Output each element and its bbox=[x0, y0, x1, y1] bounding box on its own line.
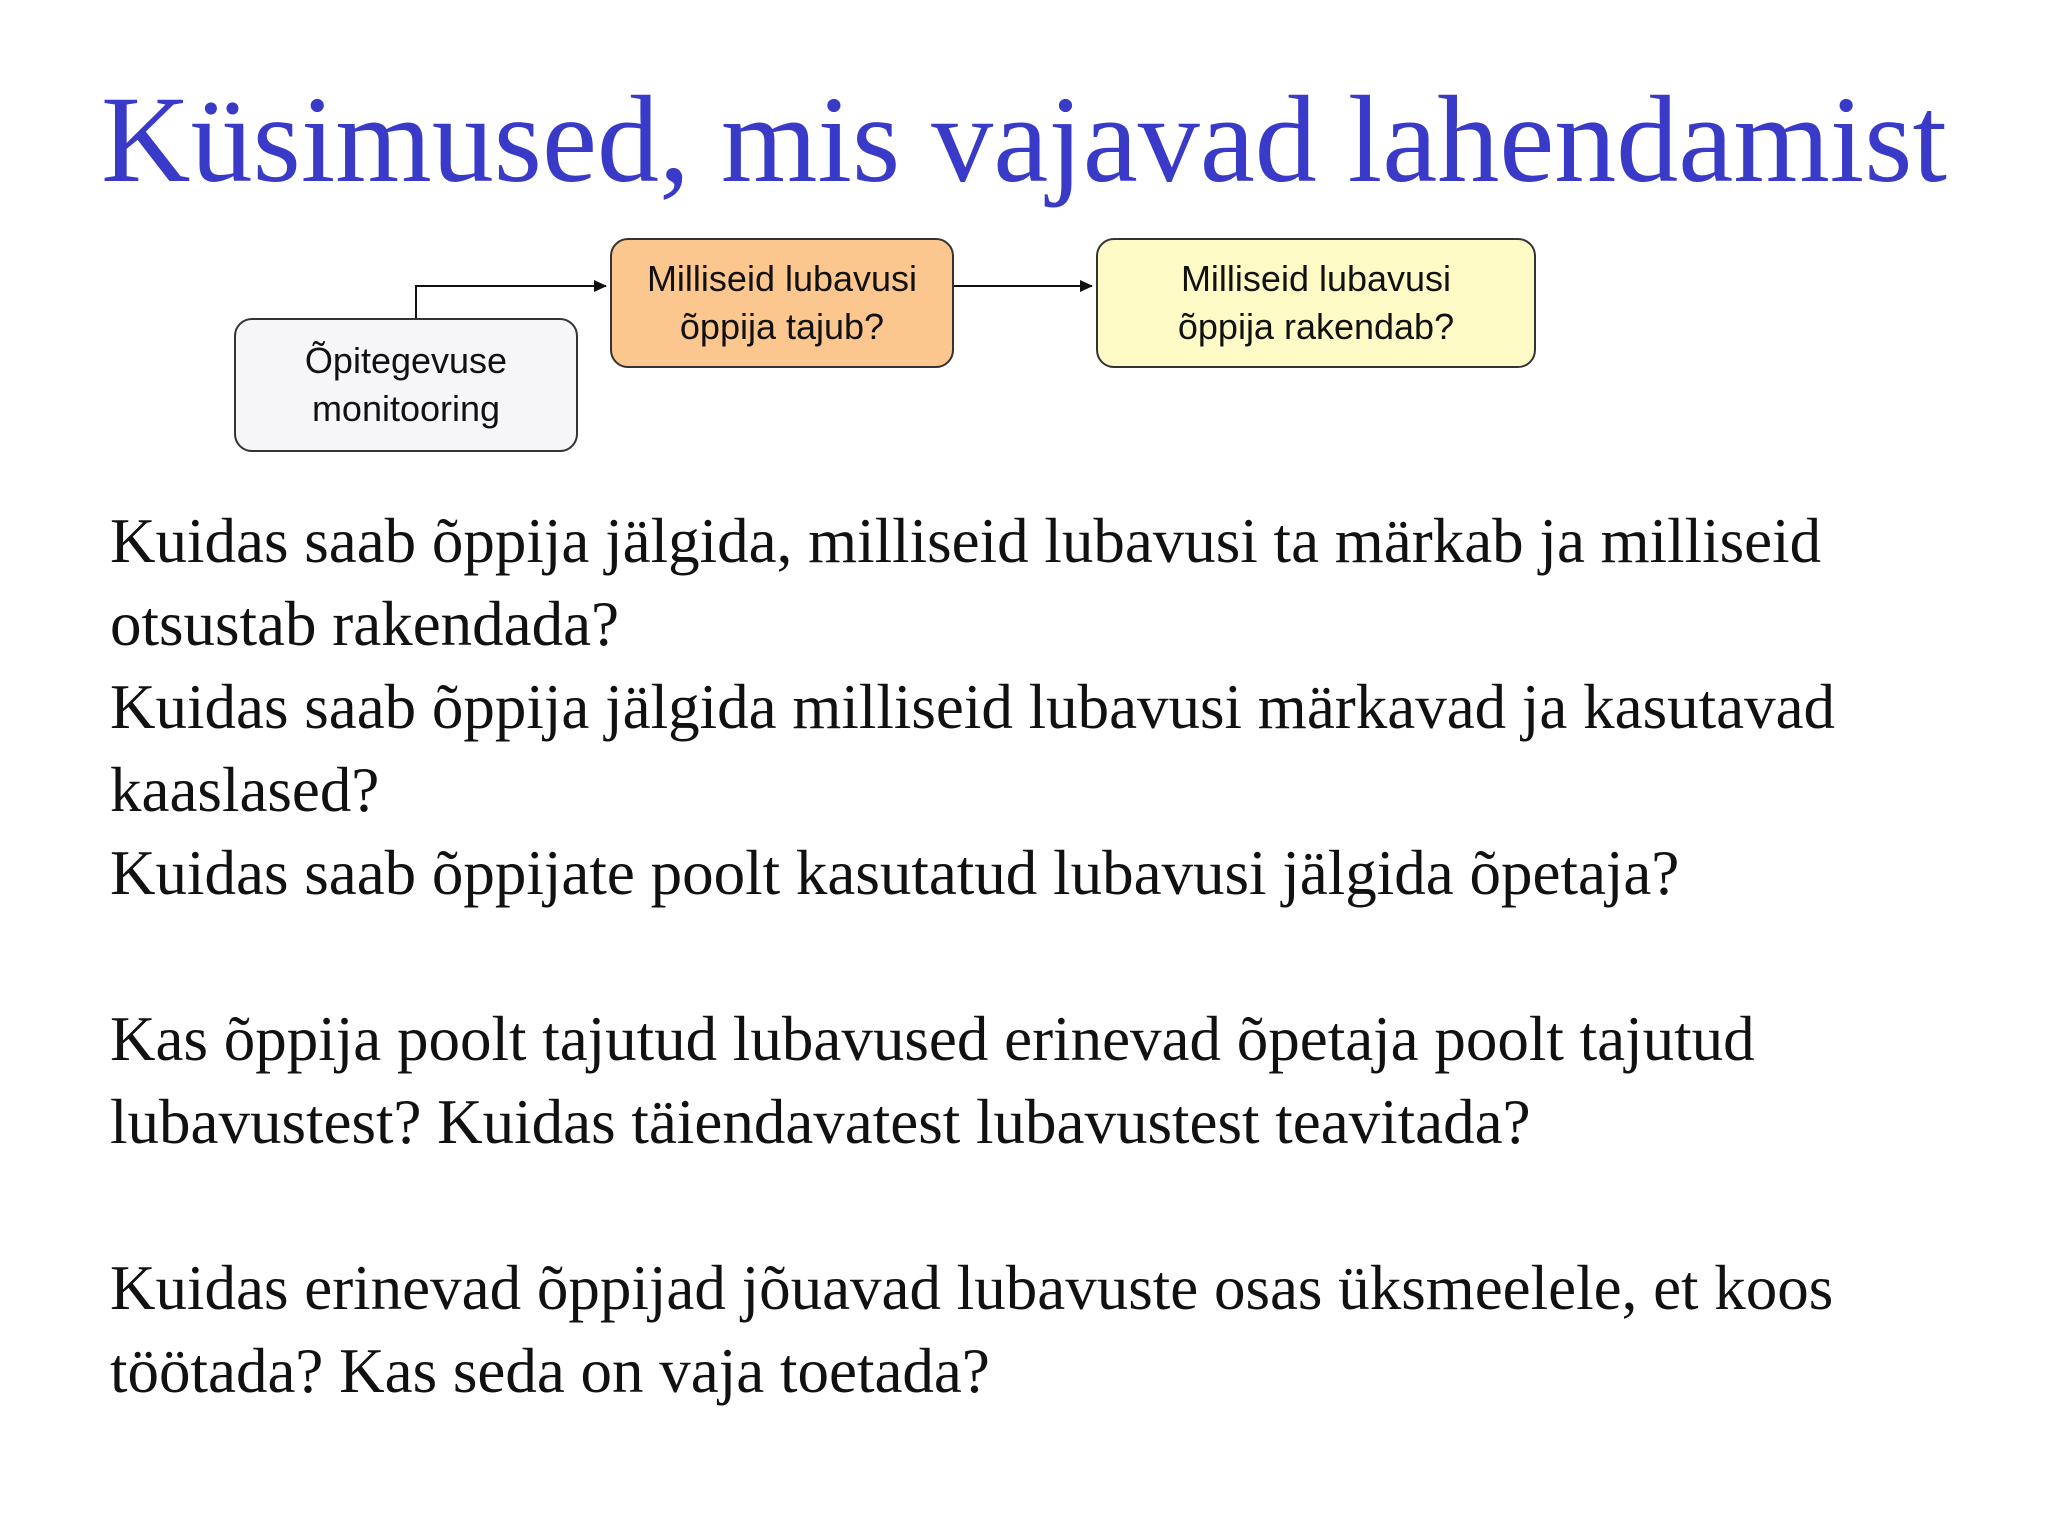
perceived-affordances-box bbox=[610, 238, 954, 368]
question-1: Kuidas saab õppija jälgida, milliseid lubavusi ta märkab ja milliseid otsustab rakendada? bbox=[110, 506, 1822, 659]
applied-affordances-label: Milliseid lubavusi õppija rakendab? bbox=[1177, 258, 1455, 347]
question-2: Kuidas saab õppija jälgida milliseid lubavusi märkavad ja kasutavad kaaslased? bbox=[110, 672, 1836, 825]
question-3: Kuidas saab õppijate poolt kasutatud lubavusi jälgida õpetaja? bbox=[110, 838, 1680, 908]
questions-body bbox=[110, 500, 1990, 1413]
perceived-affordances-label: Milliseid lubavusi õppija tajub? bbox=[646, 258, 918, 347]
question-5: Kuidas erinevad õppijad jõuavad lubavuste osas üksmeelele, et koos töötada? Kas seda on vaja toetada? bbox=[110, 1253, 1834, 1406]
monitoring-box bbox=[234, 318, 578, 452]
monitoring-box-label: Õpitegevuse monitooring bbox=[304, 340, 508, 429]
process-diagram bbox=[0, 0, 2048, 480]
arrow-monitor-to-perceive bbox=[416, 286, 606, 318]
slide-title: Küsimused, mis vajavad lahendamist bbox=[101, 71, 1947, 208]
paragraph-gap bbox=[110, 915, 1990, 998]
question-4: Kas õppija poolt tajutud lubavused erinevad õpetaja poolt tajutud lubavustest? Kuidas täiendavatest lubavustest teavitada? bbox=[110, 1004, 1755, 1157]
applied-affordances-box bbox=[1096, 238, 1536, 368]
paragraph-gap bbox=[110, 1164, 1990, 1247]
